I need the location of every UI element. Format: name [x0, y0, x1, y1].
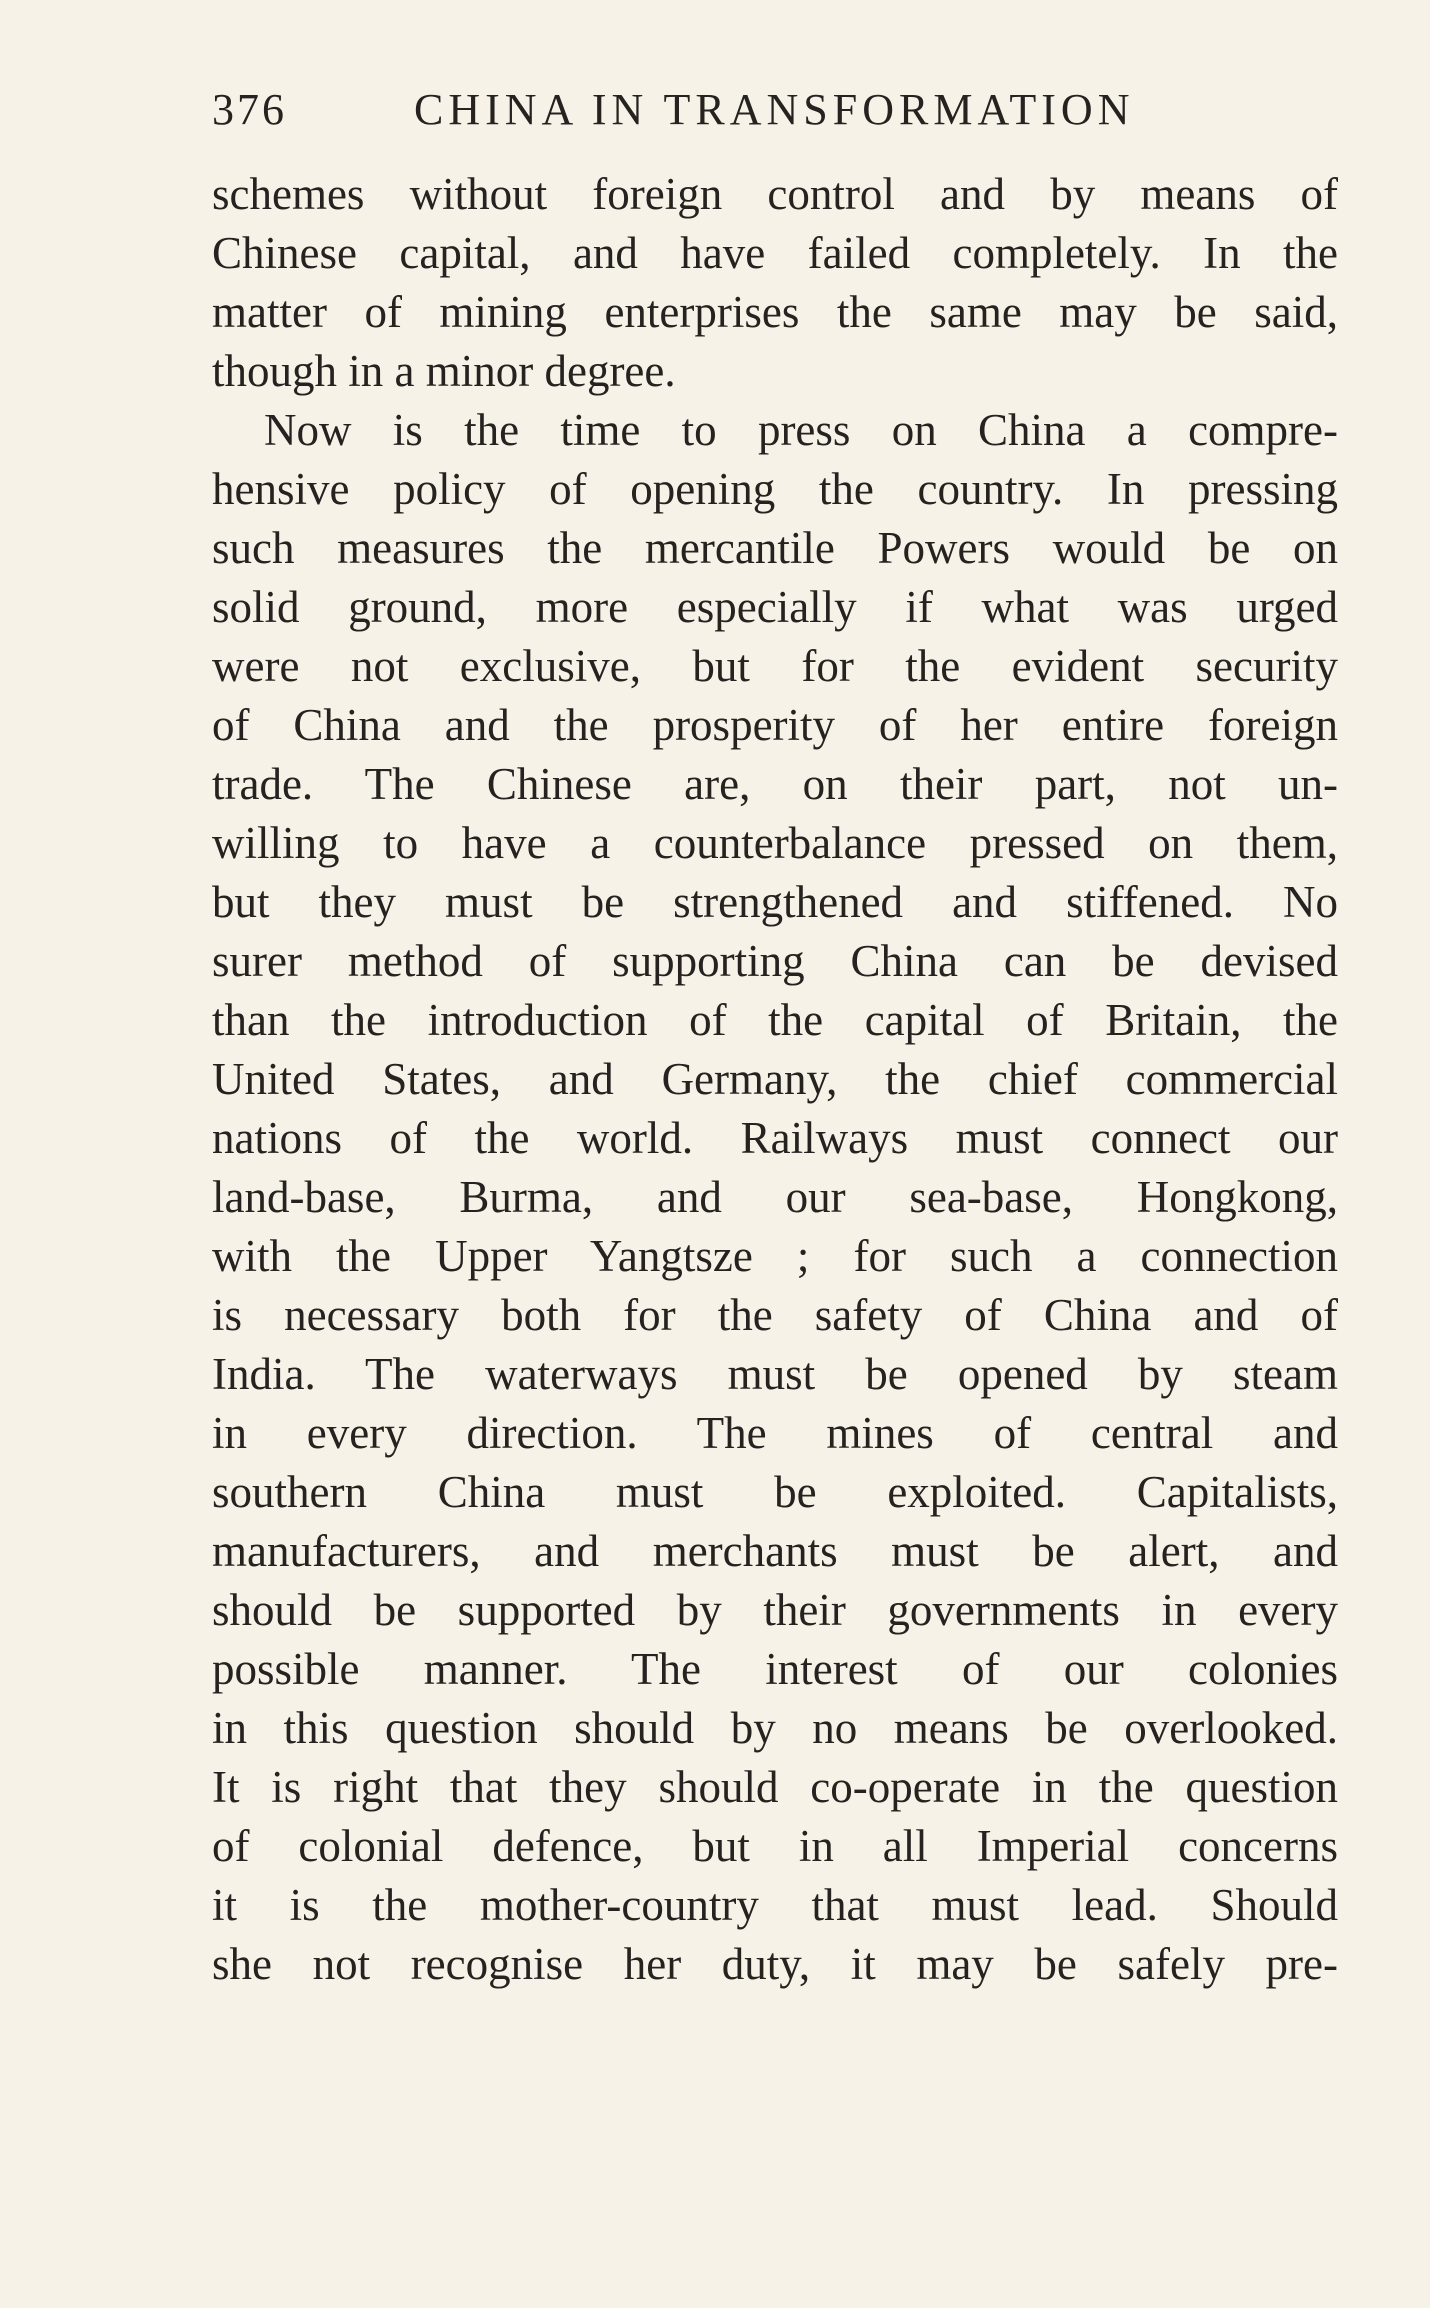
text-line: nations of the world. Railways must connect our	[212, 1113, 1338, 1163]
text-line: southern China must be exploited. Capitalists,	[212, 1467, 1338, 1517]
text-line: surer method of supporting China can be devised	[212, 936, 1338, 986]
page-number: 376	[212, 85, 287, 134]
body-text	[212, 165, 1338, 1994]
text-line: India. The waterways must be opened by steam	[212, 1349, 1338, 1399]
text-line: though in a minor degree.	[212, 346, 676, 396]
text-line: is necessary both for the safety of China and of	[212, 1290, 1338, 1340]
running-title: CHINA IN TRANSFORMATION	[414, 85, 1135, 134]
text-line: schemes without foreign control and by means of	[212, 169, 1338, 219]
text-line: Now is the time to press on China a compre-	[264, 405, 1338, 455]
text-line: trade. The Chinese are, on their part, not un-	[212, 759, 1338, 809]
text-line: it is the mother-country that must lead. Should	[212, 1880, 1338, 1930]
text-line: United States, and Germany, the chief commercial	[212, 1054, 1338, 1104]
page-header	[212, 84, 1142, 144]
text-line: manufacturers, and merchants must be alert, and	[212, 1526, 1338, 1576]
text-line: in this question should by no means be overlooked.	[212, 1703, 1338, 1753]
text-line: she not recognise her duty, it may be safely pre-	[212, 1939, 1338, 1989]
text-line: with the Upper Yangtsze ; for such a connection	[212, 1231, 1338, 1281]
text-line: such measures the mercantile Powers would be on	[212, 523, 1338, 573]
text-line: of China and the prosperity of her entire foreign	[212, 700, 1338, 750]
text-line: than the introduction of the capital of Britain, the	[212, 995, 1338, 1045]
text-line: were not exclusive, but for the evident security	[212, 641, 1338, 691]
text-line: willing to have a counterbalance pressed on them,	[212, 818, 1338, 868]
text-line: matter of mining enterprises the same may be said,	[212, 287, 1338, 337]
text-line: solid ground, more especially if what was urged	[212, 582, 1338, 632]
text-line: but they must be strengthened and stiffened. No	[212, 877, 1338, 927]
text-line: possible manner. The interest of our colonies	[212, 1644, 1338, 1694]
text-line: hensive policy of opening the country. In pressing	[212, 464, 1338, 514]
text-line: should be supported by their governments in every	[212, 1585, 1338, 1635]
text-line: Chinese capital, and have failed completely. In the	[212, 228, 1338, 278]
text-line: in every direction. The mines of central and	[212, 1408, 1338, 1458]
text-line: It is right that they should co-operate in the question	[212, 1762, 1338, 1812]
text-line: land-base, Burma, and our sea-base, Hongkong,	[212, 1172, 1338, 1222]
text-line: of colonial defence, but in all Imperial concerns	[212, 1821, 1338, 1871]
